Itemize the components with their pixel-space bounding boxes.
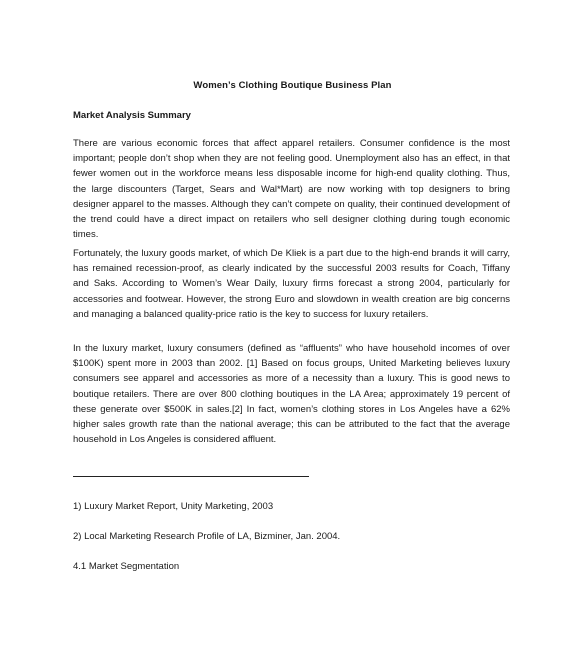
subsection-heading: 4.1 Market Segmentation — [73, 561, 180, 572]
paragraph-luxury-market: Fortunately, the luxury goods market, of which De Kliek is a part due to the high-end brands it will carry, has remained recession-proof, as clearly indicated by the successful 2003 results for Coach, Tiffany and Saks. According to Women’s Wear Daily, luxury firms forecast a strong 2004, particularly for accessories and footwear. However, the strong Euro and slowdown in wealth creation are big concerns and managing a balanced quality-price ratio is the key to success for luxury retailers. — [73, 248, 510, 320]
footnote-separator — [73, 476, 309, 477]
section-heading: Market Analysis Summary — [73, 110, 191, 121]
paragraph-luxury-consumers: In the luxury market, luxury consumers (defined as “affluents” who have household incomes of over $100K) spent more in 2003 than 2002. [1] Based on focus groups, United Marketing believes luxury consumers see apparel and accessories as more of a necessity than a luxury. This is good news to boutique retailers. There are over 800 clothing boutiques in the LA Area; approximately 19 percent of these generate over $500K in sales.[2] In fact, women’s clothing stores in Los Angeles have a 62% higher sales growth rate than the national average; this can be attributed to the fact that the average household in Los Angeles is considered affluent. — [73, 343, 510, 446]
paragraph-economic-forces: There are various economic forces that affect apparel retailers. Consumer confidence is the most important; people don’t shop when they are not feeling good. Unemployment also has an effect, in that fewer women out in the workforce means less disposable income for high-end quality clothing. Thus, the large discounters (Target, Sears and Wal*Mart) are now working with top designers to bring designer apparel to the masses. Although they can’t compete on quality, their continued development of the trend could have a direct impact on retailers who sell designer clothing during tough economic times. — [73, 138, 510, 241]
footnote-1: 1) Luxury Market Report, Unity Marketing, 2003 — [73, 501, 274, 512]
footnote-2: 2) Local Marketing Research Profile of LA, Bizminer, Jan. 2004. — [73, 531, 341, 542]
document-title: Women’s Clothing Boutique Business Plan — [193, 80, 392, 91]
